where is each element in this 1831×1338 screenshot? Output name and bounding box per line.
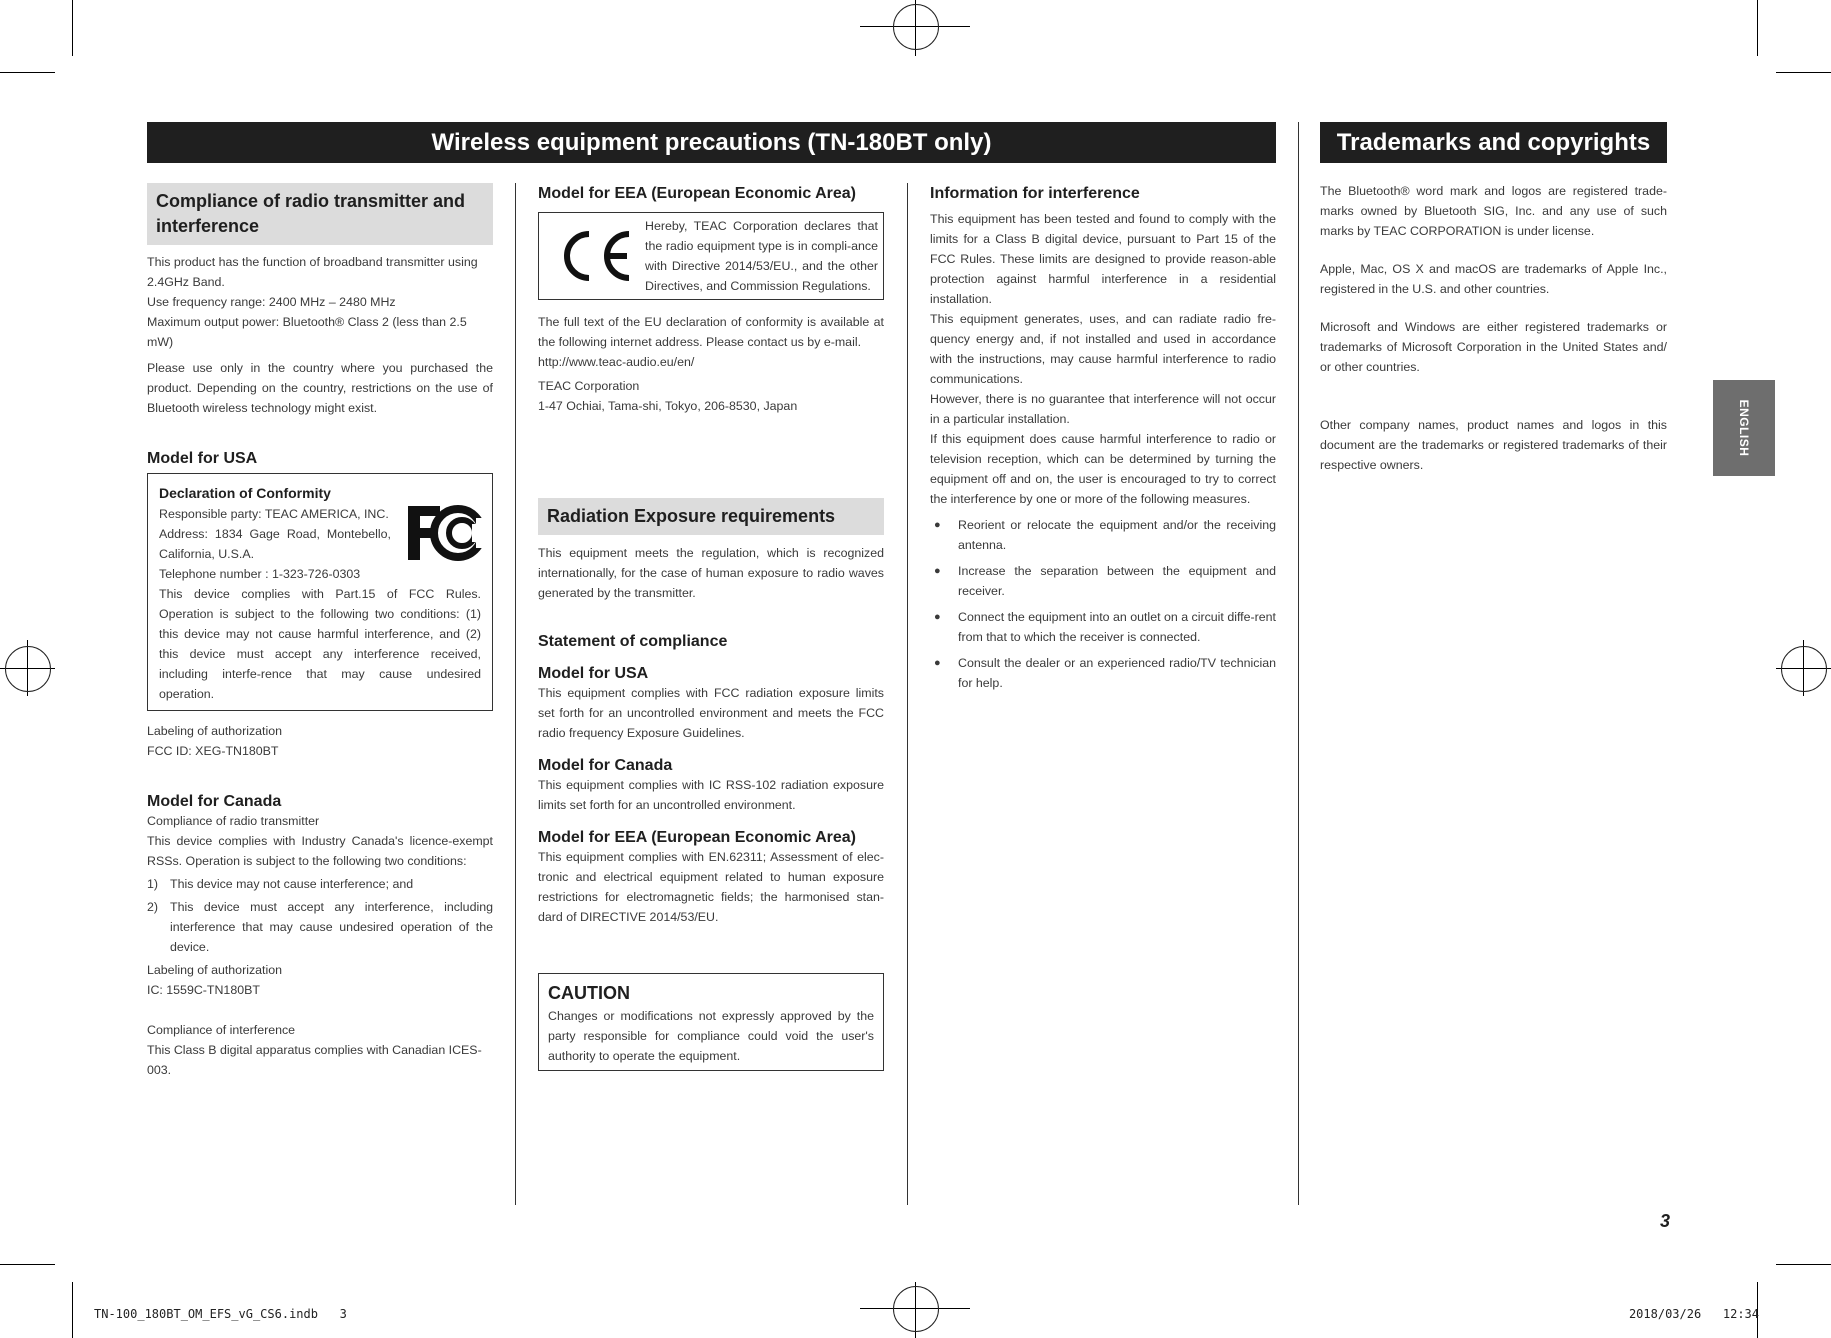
compliance-line: Maximum output power: Bluetooth® Class 2 (less than 2.5 mW) [147,315,467,349]
trademarks-banner: Trademarks and copyrights [1320,122,1667,163]
trademark-paragraph: The Bluetooth® word mark and logos are registered trade-marks owned by Bluetooth SIG, Inc. and any use of such marks by TEAC CORPORATION is under license. [1320,184,1667,238]
statement-canada-heading: Model for Canada [538,757,673,774]
column-divider [1298,122,1299,1205]
responsible-party: Responsible party: TEAC AMERICA, INC. [159,507,389,521]
column-3 [930,183,1276,693]
canada-label: Labeling of authorization [147,963,283,977]
compliance-note: Please use only in the country where you purchased the product. Depending on the country, restrictions on the use of Bluetooth wireless technology might exist. [147,361,493,415]
list-item: ● Connect the equipment into an outlet on a circuit diffe-rent from that to which the receiver is connected. [934,610,1276,644]
interference-paragraph: This equipment generates, uses, and can radiate radio fre-quency energy and, if not installed and used in accordance with the instructions, may cause harmful interference to radio communications. [930,312,1276,386]
statement-heading: Statement of compliance [538,633,728,650]
canada-line: This device complies with Industry Canada's licence-exempt RSSs. Operation is subject to the following two conditions: [147,834,493,868]
list-item: ● Reorient or relocate the equipment and/or the receiving antenna. [934,518,1276,552]
list-item: 2) This device must accept any interference, including interference that may cause undesired operation of the device. [147,900,493,954]
column-2 [538,183,884,1071]
radiation-body: This equipment meets the regulation, which is recognized internationally, for the case of human exposure to radio waves generated by the transmitter. [538,546,884,600]
trademark-paragraph: Microsoft and Windows are either registered trademarks or trademarks of Microsoft Corporation in the United States and/ or other countries. [1320,320,1667,374]
column-4 [1320,181,1667,475]
caution-title: CAUTION [548,983,630,1003]
canada-heading: Model for Canada [147,793,282,810]
trademark-paragraph: Other company names, product names and logos in this document are the trademarks or registered trademarks of their respective owners. [1320,418,1667,472]
compliance-heading: Compliance of radio transmitter and interference [147,183,493,245]
compliance-line: Use frequency range: 2400 MHz – 2480 MHz [147,295,396,309]
language-tab: ENGLISH [1713,380,1775,476]
ce-logo [545,216,645,296]
party-address: Address: 1834 Gage Road, Montebello, California, U.S.A. [159,527,391,561]
canada-line: Compliance of radio transmitter [147,814,320,828]
statement-usa-heading: Model for USA [538,665,649,682]
list-item: ● Consult the dealer or an experienced radio/TV technician for help. [934,656,1276,690]
compliance-line: This product has the function of broadband transmitter using 2.4GHz Band. [147,255,478,289]
footer-timestamp: 2018/03/26 12:34 [1628,1307,1759,1321]
column-divider [515,183,516,1205]
statement-eea-heading: Model for EEA (European Economic Area) [538,829,856,846]
statement-eea-body: This equipment complies with EN.62311; Assessment of elec-tronic and electrical equipment related to human exposure restrictions for electromagnetic fields; the harmonised stan-dard of DIRECTIVE 2014/53/EU. [538,850,884,924]
corp-name: TEAC Corporation [538,379,640,393]
list-item: ● Increase the separation between the equipment and receiver. [934,564,1276,598]
fcc-logo [404,500,488,566]
column-1 [147,183,493,1080]
ce-declaration: Hereby, TEAC Corporation declares that the radio equipment type is in compli-ance with Directive 2014/53/EU., and the other Directives, and Commission Regulations. [645,219,878,293]
eea-heading: Model for EEA (European Economic Area) [538,185,856,202]
caution-box [538,973,884,1071]
statement-usa-body: This equipment complies with FCC radiation exposure limits set forth for an uncontrolled environment and meets the FCC radio frequency Exposure Guidelines. [538,686,884,740]
usa-label: Labeling of authorization [147,724,283,738]
statement-canada-body: This equipment complies with IC RSS-102 radiation exposure limits set forth for an uncontrolled environment. [538,778,884,812]
corp-address: 1-47 Ochiai, Tama-shi, Tokyo, 206-8530, Japan [538,399,798,413]
canada-interference: This Class B digital apparatus complies with Canadian ICES-003. [147,1043,482,1077]
interference-heading: Information for interference [930,185,1140,202]
declaration-body: This device complies with Part.15 of FCC Rules. Operation is subject to the following two conditions: (1) this device may not cause harmful interference, and (2) this device must accept any interference received, including interfe-rence that may cause undesired operation. [159,587,481,701]
fcc-logo-graphic [404,500,488,566]
page-number: 3 [1659,1211,1670,1231]
eea-url: http://www.teac-audio.eu/en/ [538,355,695,369]
ce-box [538,212,884,300]
party-phone: Telephone number : 1-323-726-0303 [159,567,361,581]
fcc-id: FCC ID: XEG-TN180BT [147,744,279,758]
ic-id: IC: 1559C-TN180BT [147,983,260,997]
interference-paragraph: However, there is no guarantee that interference will not occur in a particular installation. [930,392,1276,426]
footer-filename: TN-100_180BT_OM_EFS_vG_CS6.indb 3 [94,1307,347,1321]
column-divider [907,183,908,1205]
interference-paragraph: This equipment has been tested and found to comply with the limits for a Class B digital device, pursuant to Part 15 of the FCC Rules. These limits are designed to provide reason-able protection against harmful interference in a residential installation. [930,212,1276,306]
wireless-banner: Wireless equipment precautions (TN-180BT only) [147,122,1276,163]
ce-logo-graphic [555,229,635,283]
canada-interference: Compliance of interference [147,1023,296,1037]
trademark-paragraph: Apple, Mac, OS X and macOS are trademarks of Apple Inc., registered in the U.S. and other countries. [1320,262,1667,296]
list-item: 1) This device may not cause interference; and [147,877,414,891]
radiation-heading: Radiation Exposure requirements [538,498,884,535]
declaration-box [147,473,493,711]
interference-paragraph: If this equipment does cause harmful interference to radio or television reception, which can be determined by turning the equipment off and on, the user is encouraged to try to correct the interference by one or more of the following measures. [930,432,1276,506]
declaration-title: Declaration of Conformity [159,485,331,501]
caution-body: Changes or modifications not expressly approved by the party responsible for compliance could void the user's authority to operate the equipment. [548,1009,874,1063]
usa-heading: Model for USA [147,450,258,467]
eea-fulltext: The full text of the EU declaration of conformity is available at the following internet address. Please contact us by e-mail. [538,315,884,349]
